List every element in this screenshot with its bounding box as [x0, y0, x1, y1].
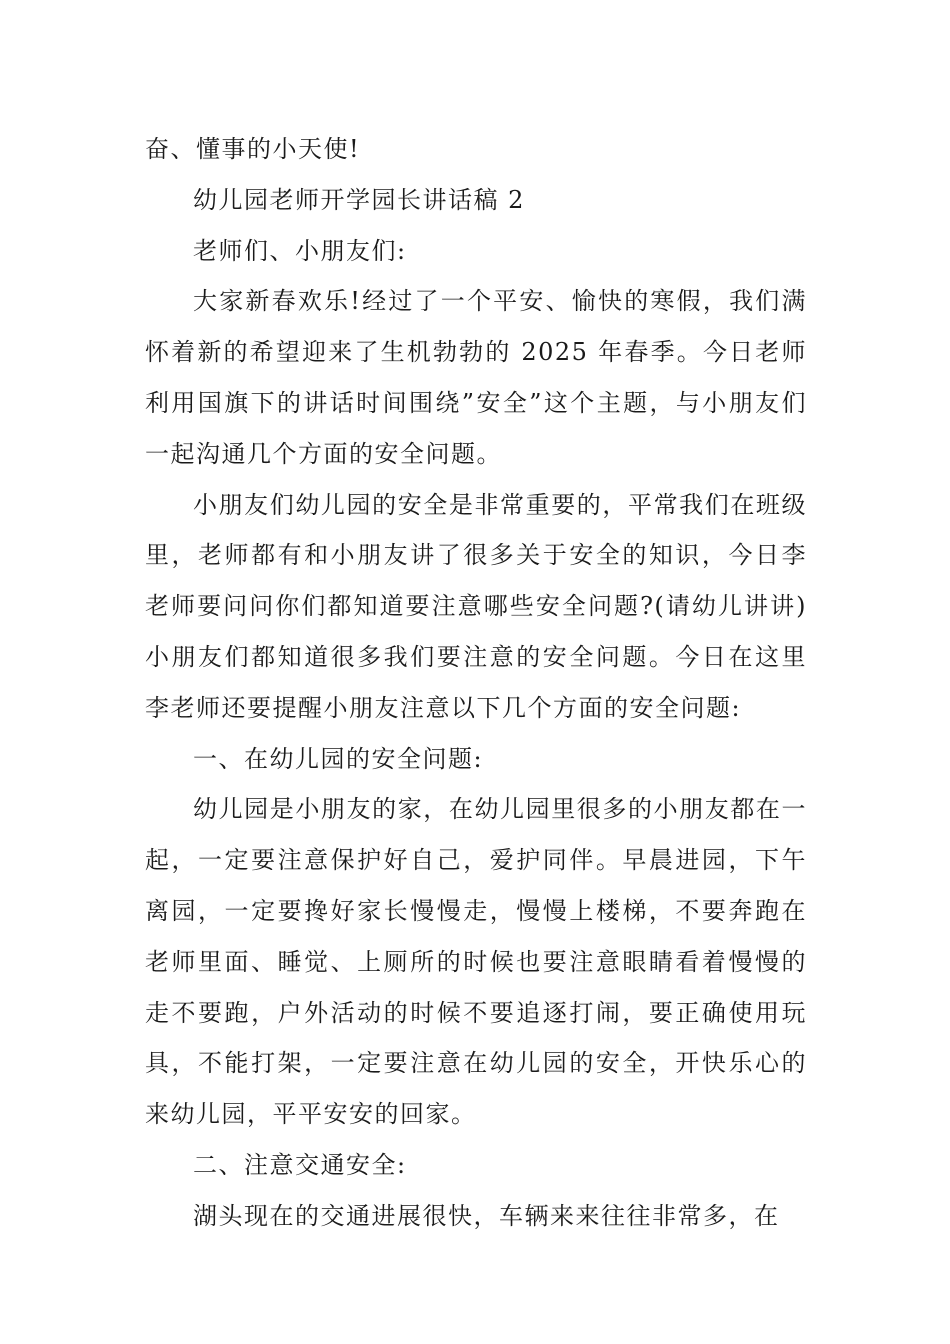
paragraph-greeting: 大家新春欢乐!经过了一个平安、愉快的寒假，我们满怀着新的希望迎来了生机勃勃的 2025 年春季。今日老师利用国旗下的讲话时间围绕”安全”这个主题，与小朋友们一起沟通几个方面的安全问题。: [145, 287, 807, 468]
paragraph-continuation: 奋、懂事的小天使!: [145, 135, 361, 163]
document-body: [145, 124, 807, 1242]
paragraph-traffic-safety: 湖头现在的交通进展很快，车辆来来往往非常多，在: [193, 1201, 780, 1230]
speech-title: 幼儿园老师开学园长讲话稿 2: [193, 185, 525, 214]
section-heading-traffic-safety: 二、注意交通安全:: [193, 1150, 407, 1179]
section-heading-kindergarten-safety: 一、在幼儿园的安全问题:: [193, 744, 484, 773]
paragraph-safety-intro: 小朋友们幼儿园的安全是非常重要的，平常我们在班级里，老师都有和小朋友讲了很多关于安全的知识，今日李老师要问问你们都知道要注意哪些安全问题?(请幼儿讲讲)小朋友们都知道很多我们要注意的安全问题。今日在这里李老师还要提醒小朋友注意以下几个方面的安全问题:: [145, 490, 807, 722]
salutation: 老师们、小朋友们:: [193, 236, 407, 265]
paragraph-kindergarten-safety: 幼儿园是小朋友的家，在幼儿园里很多的小朋友都在一起，一定要注意保护好自己，爱护同伴。早晨进园，下午离园，一定要搀好家长慢慢走，慢慢上楼梯，不要奔跑在老师里面、睡觉、上厕所的时候也要注意眼睛看着慢慢的走不要跑，户外活动的时候不要追逐打闹，要正确使用玩具，不能打架，一定要注意在幼儿园的安全，开快乐心的来幼儿园，平平安安的回家。: [145, 795, 807, 1129]
